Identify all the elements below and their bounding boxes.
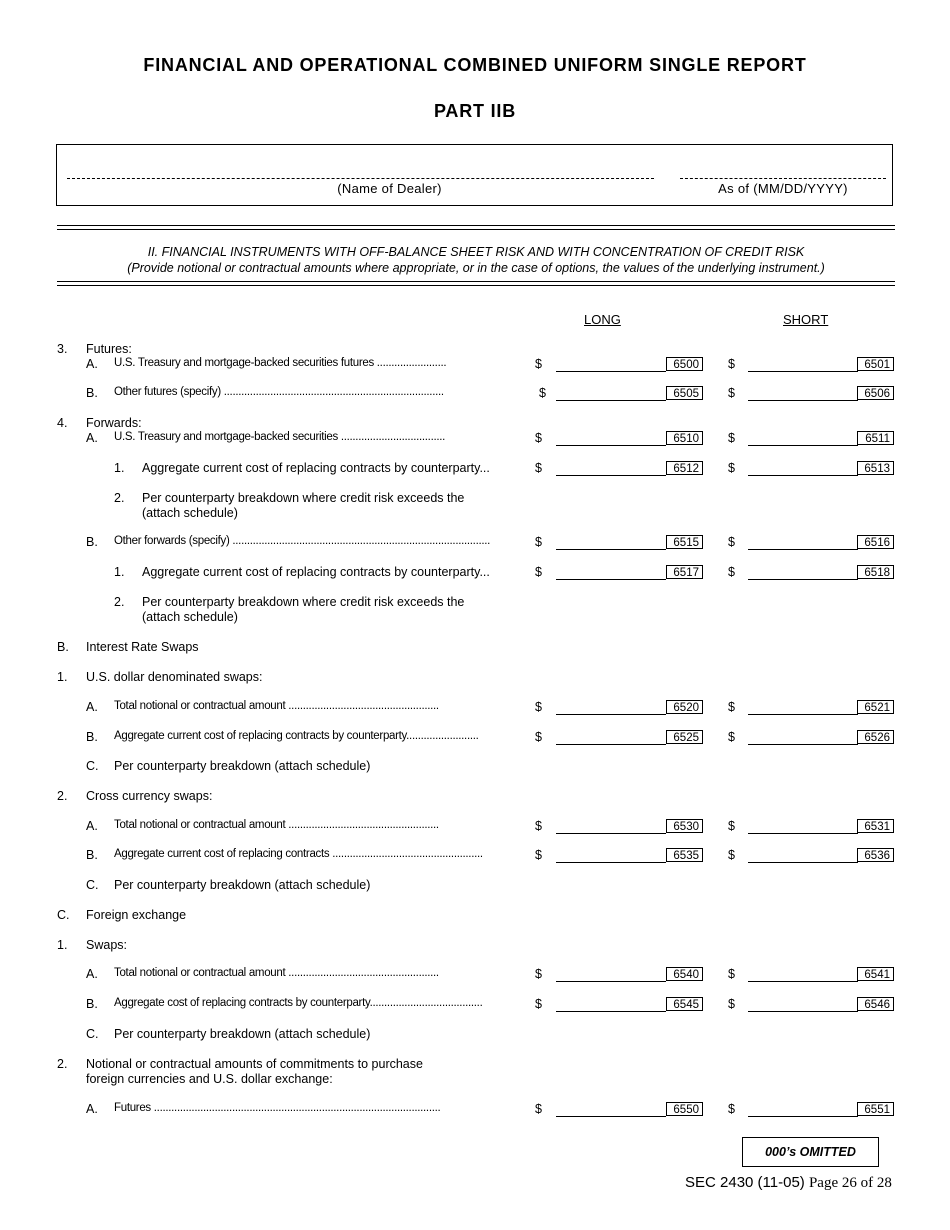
dealer-info-box xyxy=(56,144,893,206)
line-item-label-row xyxy=(0,1027,950,1045)
item-description: Total notional or contractual amount .................................................... xyxy=(114,819,439,831)
short-amount-field[interactable] xyxy=(748,850,858,863)
short-line-code: 6506 xyxy=(857,386,894,400)
line-item-label-row xyxy=(0,506,950,524)
item-letter: B. xyxy=(86,386,98,400)
line-item-label-row xyxy=(0,640,950,658)
long-currency-symbol: $ xyxy=(535,535,542,549)
line-item-row xyxy=(0,848,950,866)
short-amount-field[interactable] xyxy=(748,969,858,982)
item-description: Per counterparty breakdown where credit risk exceeds the xyxy=(142,595,465,609)
short-amount-field[interactable] xyxy=(748,463,858,476)
short-amount-field[interactable] xyxy=(748,567,858,580)
line-item-row xyxy=(0,1102,950,1120)
short-line-code: 6513 xyxy=(857,461,894,475)
short-line-code: 6536 xyxy=(857,848,894,862)
short-line-code: 6546 xyxy=(857,997,894,1011)
long-amount-field[interactable] xyxy=(556,537,666,550)
item-description: (attach schedule) xyxy=(142,506,238,520)
omitted-label: 000’s OMITTED xyxy=(742,1137,879,1167)
item-letter: C. xyxy=(86,1027,99,1041)
short-line-code: 6521 xyxy=(857,700,894,714)
item-description: Per counterparty breakdown (attach schedule) xyxy=(114,1027,371,1041)
long-amount-field[interactable] xyxy=(556,359,666,372)
long-line-code: 6525 xyxy=(666,730,703,744)
item-description: Other forwards (specify) ......................................................................................... xyxy=(114,535,491,547)
short-amount-field[interactable] xyxy=(748,821,858,834)
item-description: Futures: xyxy=(86,342,132,356)
item-letter: A. xyxy=(86,1102,98,1116)
item-number: C. xyxy=(57,908,70,922)
item-description: Total notional or contractual amount .................................................... xyxy=(114,700,439,712)
short-currency-symbol: $ xyxy=(728,386,735,400)
line-item-row xyxy=(0,431,950,449)
item-letter: A. xyxy=(86,431,98,445)
page-number: Page 26 of 28 xyxy=(808,1175,892,1191)
item-description: Foreign exchange xyxy=(86,908,187,922)
long-amount-field[interactable] xyxy=(556,702,666,715)
item-number: 3. xyxy=(57,342,68,356)
long-currency-symbol: $ xyxy=(535,848,542,862)
item-letter: B. xyxy=(86,848,98,862)
line-item-row xyxy=(0,700,950,718)
long-amount-field[interactable] xyxy=(556,463,666,476)
date-line[interactable] xyxy=(680,178,886,179)
short-line-code: 6531 xyxy=(857,819,894,833)
item-description: (attach schedule) xyxy=(142,610,238,624)
column-long-header: LONG xyxy=(584,312,621,327)
line-item-row xyxy=(0,461,950,479)
item-letter: A. xyxy=(86,967,98,981)
item-letter: C. xyxy=(86,878,99,892)
long-amount-field[interactable] xyxy=(556,999,666,1012)
short-currency-symbol: $ xyxy=(728,565,735,579)
column-short-header: SHORT xyxy=(783,312,829,327)
line-item-label-row xyxy=(0,1072,950,1090)
item-number: 4. xyxy=(57,416,68,430)
item-description: U.S. dollar denominated swaps: xyxy=(86,670,263,684)
item-number: B. xyxy=(57,640,69,654)
line-item-label-row xyxy=(0,670,950,688)
line-item-row xyxy=(0,357,950,375)
long-currency-symbol: $ xyxy=(535,461,542,475)
item-number: 2. xyxy=(57,789,68,803)
long-line-code: 6512 xyxy=(666,461,703,475)
item-number: 1. xyxy=(57,670,68,684)
long-amount-field[interactable] xyxy=(556,969,666,982)
long-amount-field[interactable] xyxy=(556,732,666,745)
short-currency-symbol: $ xyxy=(728,535,735,549)
line-item-row xyxy=(0,967,950,985)
long-line-code: 6530 xyxy=(666,819,703,833)
line-item-label-row xyxy=(0,878,950,896)
short-line-code: 6541 xyxy=(857,967,894,981)
short-line-code: 6501 xyxy=(857,357,894,371)
item-description: Aggregate current cost of replacing contracts by counterparty......................... xyxy=(114,730,479,742)
section-subtitle: (Provide notional or contractual amounts where appropriate, or in the case of options, the values of the underlying instrument.) xyxy=(127,261,825,275)
long-currency-symbol: $ xyxy=(539,386,546,400)
item-description: Per counterparty breakdown (attach schedule) xyxy=(114,759,371,773)
dealer-name-line[interactable] xyxy=(67,178,654,179)
item-description: Per counterparty breakdown (attach schedule) xyxy=(114,878,371,892)
short-amount-field[interactable] xyxy=(748,537,858,550)
date-label: As of (MM/DD/YYYY) xyxy=(718,181,848,196)
item-description: Total notional or contractual amount .................................................... xyxy=(114,967,439,979)
short-currency-symbol: $ xyxy=(728,819,735,833)
line-item-row xyxy=(0,386,950,404)
item-subnumber: 1. xyxy=(114,461,125,475)
long-amount-field[interactable] xyxy=(556,821,666,834)
item-letter: C. xyxy=(86,759,99,773)
item-description: Per counterparty breakdown where credit risk exceeds the xyxy=(142,491,465,505)
line-item-label-row xyxy=(0,610,950,628)
item-description: U.S. Treasury and mortgage-backed securities futures ........................ xyxy=(114,357,447,369)
item-subnumber: 2. xyxy=(114,595,125,609)
item-description: Forwards: xyxy=(86,416,142,430)
long-line-code: 6505 xyxy=(666,386,703,400)
long-line-code: 6500 xyxy=(666,357,703,371)
long-amount-field[interactable] xyxy=(556,388,666,401)
long-line-code: 6535 xyxy=(666,848,703,862)
item-description: foreign currencies and U.S. dollar exchange: xyxy=(86,1072,333,1086)
line-item-row xyxy=(0,535,950,553)
short-line-code: 6526 xyxy=(857,730,894,744)
short-currency-symbol: $ xyxy=(728,1102,735,1116)
long-amount-field[interactable] xyxy=(556,1104,666,1117)
divider xyxy=(57,281,895,286)
item-description: Aggregate current cost of replacing contracts by counterparty... xyxy=(142,565,490,579)
long-currency-symbol: $ xyxy=(535,431,542,445)
short-amount-field[interactable] xyxy=(748,1104,858,1117)
item-subnumber: 2. xyxy=(114,491,125,505)
item-description: Swaps: xyxy=(86,938,127,952)
long-amount-field[interactable] xyxy=(556,433,666,446)
item-number: 2. xyxy=(57,1057,68,1071)
line-item-row xyxy=(0,730,950,748)
item-description: Interest Rate Swaps xyxy=(86,640,199,654)
short-amount-field[interactable] xyxy=(748,702,858,715)
item-description: Aggregate current cost of replacing contracts .................................................... xyxy=(114,848,483,860)
long-currency-symbol: $ xyxy=(535,997,542,1011)
form-number: SEC 2430 (11-05) xyxy=(685,1174,805,1191)
line-item-label-row xyxy=(0,908,950,926)
short-currency-symbol: $ xyxy=(728,730,735,744)
item-description: Other futures (specify) ............................................................................ xyxy=(114,386,444,398)
long-currency-symbol: $ xyxy=(535,730,542,744)
item-description: Aggregate cost of replacing contracts by counterparty....................................... xyxy=(114,997,483,1009)
long-amount-field[interactable] xyxy=(556,567,666,580)
long-line-code: 6520 xyxy=(666,700,703,714)
report-title: FINANCIAL AND OPERATIONAL COMBINED UNIFORM SINGLE REPORT xyxy=(143,55,807,75)
line-item-label-row xyxy=(0,759,950,777)
divider xyxy=(57,225,895,230)
line-item-row xyxy=(0,997,950,1015)
short-currency-symbol: $ xyxy=(728,848,735,862)
page-footer xyxy=(685,1174,892,1192)
long-currency-symbol: $ xyxy=(535,967,542,981)
item-letter: A. xyxy=(86,357,98,371)
line-item-label-row xyxy=(0,938,950,956)
item-letter: B. xyxy=(86,730,98,744)
long-line-code: 6510 xyxy=(666,431,703,445)
long-line-code: 6517 xyxy=(666,565,703,579)
item-number: 1. xyxy=(57,938,68,952)
short-amount-field[interactable] xyxy=(748,388,858,401)
item-letter: B. xyxy=(86,535,98,549)
short-currency-symbol: $ xyxy=(728,357,735,371)
short-amount-field[interactable] xyxy=(748,999,858,1012)
item-letter: B. xyxy=(86,997,98,1011)
long-line-code: 6515 xyxy=(666,535,703,549)
item-subnumber: 1. xyxy=(114,565,125,579)
long-currency-symbol: $ xyxy=(535,357,542,371)
short-line-code: 6551 xyxy=(857,1102,894,1116)
short-currency-symbol: $ xyxy=(728,700,735,714)
short-currency-symbol: $ xyxy=(728,461,735,475)
long-amount-field[interactable] xyxy=(556,850,666,863)
long-line-code: 6550 xyxy=(666,1102,703,1116)
long-line-code: 6545 xyxy=(666,997,703,1011)
item-description: Futures ................................................................................................... xyxy=(114,1102,441,1114)
long-currency-symbol: $ xyxy=(535,819,542,833)
line-item-label-row xyxy=(0,789,950,807)
long-currency-symbol: $ xyxy=(535,1102,542,1116)
item-letter: A. xyxy=(86,700,98,714)
short-line-code: 6518 xyxy=(857,565,894,579)
long-currency-symbol: $ xyxy=(535,565,542,579)
long-line-code: 6540 xyxy=(666,967,703,981)
item-description: Cross currency swaps: xyxy=(86,789,213,803)
short-currency-symbol: $ xyxy=(728,967,735,981)
section-title: II. FINANCIAL INSTRUMENTS WITH OFF-BALANCE SHEET RISK AND WITH CONCENTRATION OF CREDIT RISK xyxy=(147,245,805,259)
item-letter: A. xyxy=(86,819,98,833)
dealer-name-label: (Name of Dealer) xyxy=(337,181,442,196)
short-amount-field[interactable] xyxy=(748,433,858,446)
short-currency-symbol: $ xyxy=(728,997,735,1011)
long-currency-symbol: $ xyxy=(535,700,542,714)
line-item-row xyxy=(0,819,950,837)
item-description: Aggregate current cost of replacing contracts by counterparty... xyxy=(142,461,490,475)
short-line-code: 6511 xyxy=(857,431,894,445)
part-title: PART IIB xyxy=(433,101,517,121)
short-line-code: 6516 xyxy=(857,535,894,549)
short-amount-field[interactable] xyxy=(748,359,858,372)
item-description: U.S. Treasury and mortgage-backed securities .................................... xyxy=(114,431,446,443)
item-description: Notional or contractual amounts of commitments to purchase xyxy=(86,1057,423,1071)
line-item-row xyxy=(0,565,950,583)
short-currency-symbol: $ xyxy=(728,431,735,445)
short-amount-field[interactable] xyxy=(748,732,858,745)
